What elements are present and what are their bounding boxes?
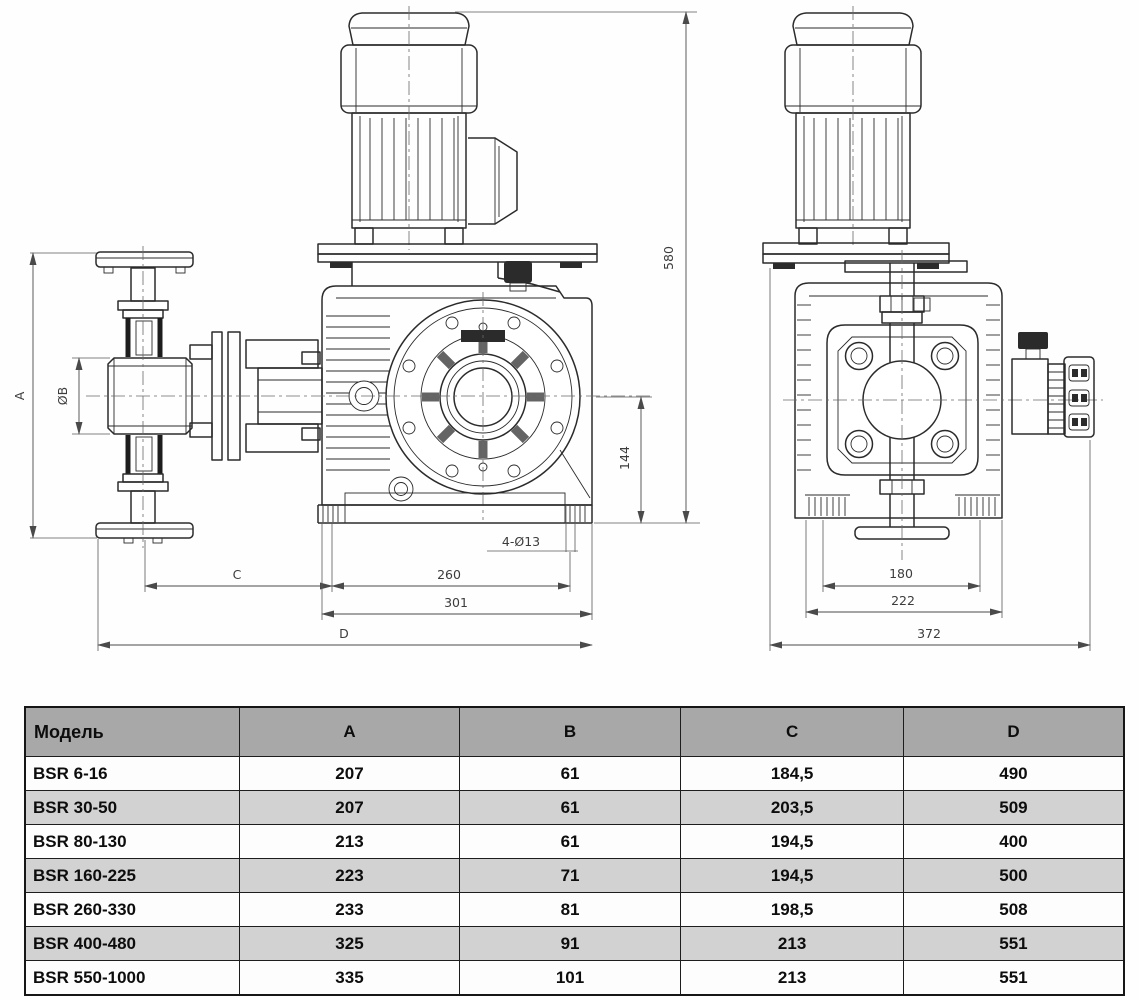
cell-model: BSR 6-16 [25,757,240,791]
dim-D-label: D [339,626,349,641]
cell-model: BSR 80-130 [25,825,240,859]
cell-c: 184,5 [681,757,904,791]
cell-c: 194,5 [681,825,904,859]
dimension-table [24,706,1125,996]
dim-180-label: 180 [889,566,913,581]
cell-model: BSR 30-50 [25,791,240,825]
cell-a: 213 [240,825,460,859]
cell-model: BSR 160-225 [25,859,240,893]
dim-B [55,358,110,434]
suction-valve-top [96,252,193,357]
cell-c: 198,5 [681,893,904,927]
cell-model: BSR 550-1000 [25,961,240,996]
cell-b: 71 [459,859,681,893]
stroke-adjuster [1012,332,1094,437]
cell-a: 335 [240,961,460,996]
side-feet [805,495,1000,516]
drain-plug [389,477,413,501]
dim-180 [823,520,980,592]
cell-d: 490 [903,757,1124,791]
cell-b: 91 [459,927,681,961]
cell-b: 101 [459,961,681,996]
dim-D [98,539,592,651]
foot-hatch [323,506,585,522]
side-motor [785,6,921,248]
dim-holes [487,534,578,551]
dim-580-label: 580 [661,246,676,270]
front-motor [341,6,517,250]
terminal-box [468,138,517,224]
discharge-valve-bottom [96,435,193,543]
cell-d: 400 [903,825,1124,859]
oil-fill-cap [504,261,532,283]
cell-d: 551 [903,961,1124,996]
cell-b: 61 [459,825,681,859]
cell-c: 203,5 [681,791,904,825]
cell-d: 500 [903,859,1124,893]
dim-B-label: ØB [55,386,70,406]
table-row [25,961,1124,996]
table-row [25,859,1124,893]
cell-model: BSR 400-480 [25,927,240,961]
cell-a: 233 [240,893,460,927]
cell-a: 325 [240,927,460,961]
table-row [25,757,1124,791]
side-mounting-plate [763,243,967,272]
stroke-knob-face [1064,357,1094,437]
dim-A-label: A [12,391,27,401]
cell-b: 61 [459,757,681,791]
header-d: D [903,707,1124,757]
header-a: A [240,707,460,757]
dim-144 [596,397,652,523]
dim-260-label: 260 [437,567,461,582]
table-header-row [25,707,1124,757]
cell-a: 207 [240,791,460,825]
cell-model: BSR 260-330 [25,893,240,927]
housing-rib-right [986,305,1000,470]
cell-c: 213 [681,961,904,996]
cell-a: 223 [240,859,460,893]
front-view [12,6,700,651]
cell-b: 81 [459,893,681,927]
housing-rib-left [797,305,811,470]
cell-c: 194,5 [681,859,904,893]
cell-a: 207 [240,757,460,791]
bleed-valve-cap [1018,332,1048,349]
cell-c: 213 [681,927,904,961]
header-b: B [459,707,681,757]
side-view [763,6,1103,651]
header-c: C [681,707,904,757]
dim-C-label: C [232,567,242,582]
table-row [25,893,1124,927]
cell-b: 61 [459,791,681,825]
cell-d: 508 [903,893,1124,927]
stroke-counter-windows [1069,365,1089,430]
side-head [783,250,1103,560]
dim-222-label: 222 [891,593,915,608]
dim-372-label: 372 [917,626,941,641]
dim-holes-label: 4-Ø13 [501,534,541,549]
front-gearbox [322,261,592,520]
table-row [25,825,1124,859]
header-model: Модель [25,707,240,757]
front-mounting-plate [318,244,597,268]
front-base [318,493,592,552]
dim-144-label: 144 [617,446,632,470]
table-row [25,791,1124,825]
table-row [25,927,1124,961]
cell-d: 551 [903,927,1124,961]
cell-d: 509 [903,791,1124,825]
dim-301-label: 301 [444,595,468,610]
